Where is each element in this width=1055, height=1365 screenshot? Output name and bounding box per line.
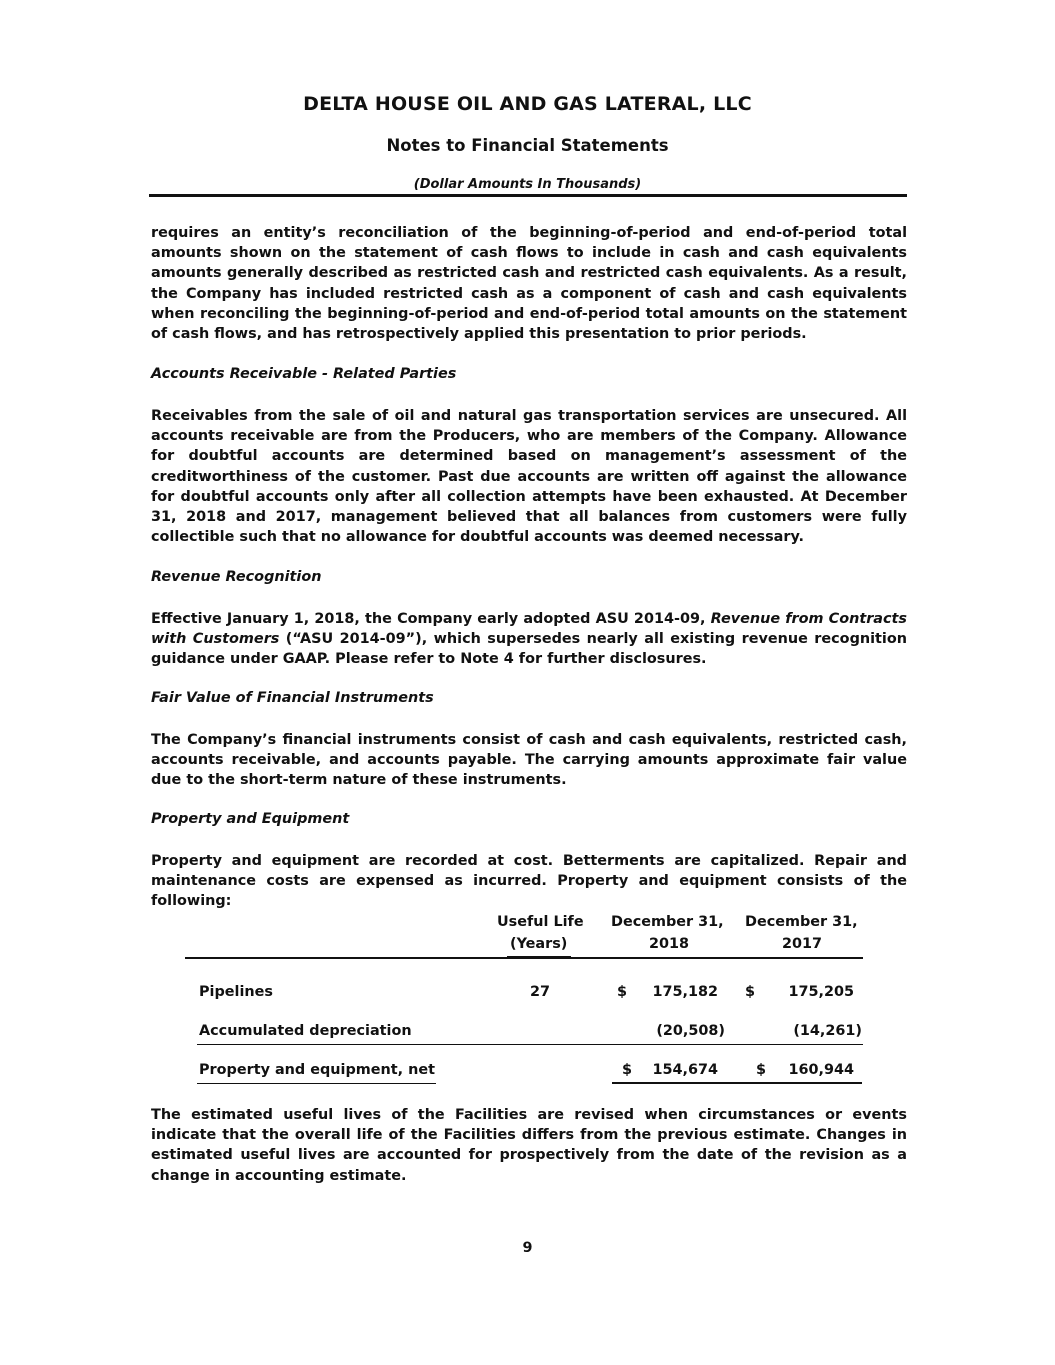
col-useful-life-header: Useful Life (497, 914, 584, 930)
table-header-rule (185, 957, 863, 959)
value-2018: 175,182 (652, 984, 718, 1000)
accounts-receivable-heading: Accounts Receivable - Related Parties (151, 366, 457, 382)
closing-paragraph: The estimated useful lives of the Facilities are revised when circumstances or events indicate that the overall life of the Facilities differs from the previous estimate. Changes in estimated useful lives are accounted for prospectively from the date of the revision as a change in accounting estimate. (151, 1107, 907, 1184)
revenue-recognition-paragraph (151, 609, 907, 670)
col-2017-header: December 31, (745, 914, 858, 930)
row-label-pipelines: Pipelines (199, 984, 273, 1000)
net-label-underline (197, 1083, 436, 1084)
currency-symbol: $ (622, 1062, 633, 1078)
currency-symbol: $ (617, 984, 628, 1000)
intro-paragraph: requires an entity’s reconciliation of the beginning-of-period and end-of-period total amounts shown on the statement of cash flows to include in cash and cash equivalents amounts generally described as restricted cash and restricted cash equivalents. As a result, the Company has included restricted cash as a component of cash and cash equivalents when reconciling the beginning-of-period and end-of-period total amounts on the statement of cash flows, and has retrospectively applied this presentation to prior periods. (151, 225, 907, 343)
value-2017: 175,205 (788, 984, 854, 1000)
value-2018: (20,508) (656, 1023, 725, 1039)
col-useful-life-subheader: (Years) (510, 936, 568, 952)
currency-symbol: $ (745, 984, 756, 1000)
document-subtitle: Notes to Financial Statements (386, 136, 669, 155)
row-label-net: Property and equipment, net (199, 1062, 436, 1078)
col-2017-subheader: 2017 (782, 936, 823, 952)
row-useful-life: 27 (529, 984, 550, 1000)
accounts-receivable-paragraph: Receivables from the sale of oil and natural gas transportation services are unsecured. All accounts receivable are from the Producers, who are members of the Company. Allowance for doubtful accounts are determined based on management’s assessment of the creditworthiness of the customer. Past due accounts are written off against the allowance for doubtful accounts only after all collection attempts have been exhausted. At December 31, 2018 and 2017, management believed that all balances from customers were fully collectible such that no allowance for doubtful accounts was deemed necessary. (151, 408, 907, 546)
value-2017: (14,261) (793, 1023, 862, 1039)
row-label-accumulated-depreciation: Accumulated depreciation (199, 1023, 412, 1039)
property-equipment-paragraph: Property and equipment are recorded at cost. Betterments are capitalized. Repair and maintenance costs are expensed as incurred. Property and equipment consists of the following: (151, 853, 907, 910)
currency-symbol: $ (756, 1062, 767, 1078)
col-2018-header: December 31, (611, 914, 724, 930)
company-name: DELTA HOUSE OIL AND GAS LATERAL, LLC (303, 93, 752, 115)
property-equipment-heading: Property and Equipment (151, 811, 350, 827)
revenue-recognition-heading: Revenue Recognition (151, 569, 322, 585)
subtotal-rule (197, 1044, 863, 1045)
fair-value-heading: Fair Value of Financial Instruments (151, 690, 434, 706)
value-2018: 154,674 (652, 1062, 718, 1078)
revenue-text-part-1: Effective January 1, 2018, the Company early adopted ASU 2014-09, (151, 611, 711, 627)
value-2017: 160,944 (788, 1062, 854, 1078)
total-double-rule (612, 1082, 862, 1084)
revenue-standard-title: Revenue from Contracts with Customers (151, 611, 907, 648)
col-2018-subheader: 2018 (649, 936, 690, 952)
page-number: 9 (522, 1240, 533, 1256)
amounts-note: (Dollar Amounts In Thousands) (413, 177, 642, 192)
header-rule (149, 194, 907, 197)
fair-value-paragraph: The Company’s financial instruments consist of cash and cash equivalents, restricted cash, accounts receivable, and accounts payable. The carrying amounts approximate fair value due to the short-term nature of these instruments. (151, 732, 907, 789)
revenue-text-part-2: (“ASU 2014-09”), which supersedes nearly all existing revenue recognition guidance under GAAP. Please refer to Note 4 for further disclosures. (151, 631, 907, 668)
